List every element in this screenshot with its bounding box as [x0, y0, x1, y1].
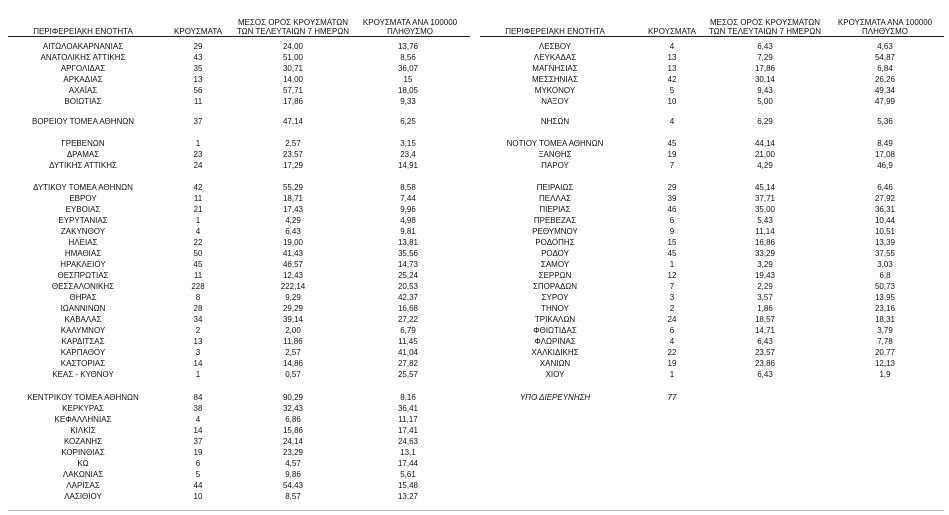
cases-cell: 39	[667, 194, 677, 203]
region-name-cell: ΤΡΙΚΑΛΩΝ	[534, 315, 576, 324]
cases-cell: 43	[193, 53, 203, 62]
per100k-cell: 24,63	[397, 437, 419, 446]
per100k-cell: 9,81	[400, 227, 416, 236]
avg7-cell: 47,14	[282, 117, 304, 126]
per100k-cell: 23,16	[874, 304, 896, 313]
avg7-cell: 16,86	[754, 238, 776, 247]
per100k-cell: 3,79	[877, 326, 893, 335]
avg7-cell: 51,00	[282, 53, 304, 62]
region-name-cell: ΙΩΑΝΝΙΝΩΝ	[60, 304, 106, 313]
region-name-cell: ΔΥΤΙΚΟΥ ΤΟΜΕΑ ΑΘΗΝΩΝ	[33, 183, 133, 192]
cases-cell: 5	[669, 86, 675, 95]
region-name-cell: ΒΟΡΕΙΟΥ ΤΟΜΕΑ ΑΘΗΝΩΝ	[31, 117, 135, 126]
cases-cell: 11	[193, 194, 203, 203]
per100k-cell: 5,36	[877, 117, 893, 126]
region-name-cell: ΞΑΝΘΗΣ	[538, 150, 572, 159]
region-name-cell: ΛΑΚΩΝΙΑΣ	[62, 470, 104, 479]
per100k-cell: 11,17	[398, 415, 418, 424]
avg7-cell: 44,14	[754, 139, 776, 148]
cases-cell: 4	[195, 227, 201, 236]
region-name-cell: ΚΕΦΑΛΛΗΝΙΑΣ	[54, 415, 112, 424]
per100k-cell: 12,13	[874, 359, 896, 368]
cases-cell: 77	[667, 393, 677, 402]
avg7-cell: 17,86	[282, 97, 304, 106]
cases-cell: 13	[667, 53, 677, 62]
avg7-cell: 3,57	[757, 293, 773, 302]
per100k-cell: 17,41	[397, 426, 419, 435]
left-header-avg7	[228, 18, 358, 36]
region-name-cell: ΠΙΕΡΙΑΣ	[539, 205, 571, 214]
per100k-cell: 18,05	[397, 86, 419, 95]
bottom-divider	[8, 510, 944, 511]
avg7-cell: 2,57	[285, 348, 301, 357]
per100k-cell: 9,96	[400, 205, 416, 214]
cases-cell: 45	[667, 139, 677, 148]
cases-cell: 44	[193, 481, 203, 490]
per100k-cell: 4,63	[877, 42, 893, 51]
avg7-cell: 6,43	[757, 370, 773, 379]
cases-cell: 6	[669, 216, 675, 225]
cases-cell: 6	[195, 459, 201, 468]
cases-cell: 34	[193, 315, 203, 324]
cases-cell: 9	[669, 227, 675, 236]
avg7-cell: 14,00	[282, 75, 304, 84]
cases-cell: 42	[193, 183, 203, 192]
per100k-cell: 8,56	[400, 53, 416, 62]
cases-cell: 13	[193, 75, 203, 84]
cases-cell: 3	[669, 293, 675, 302]
right-header-region: ΠΕΡΙΦΕΡΕΙΑΚΗ ΕΝΟΤΗΤΑ	[505, 27, 605, 36]
avg7-cell: 54,43	[282, 481, 304, 490]
per100k-cell: 6,8	[879, 271, 891, 280]
per100k-cell: 25,57	[397, 370, 419, 379]
cases-cell: 1	[669, 370, 675, 379]
cases-cell: 56	[193, 86, 203, 95]
per100k-cell: 8,58	[400, 183, 416, 192]
cases-cell: 4	[669, 117, 675, 126]
per100k-cell: 3,03	[877, 260, 893, 269]
per100k-cell: 8,16	[400, 393, 416, 402]
left-header-avg7-line1: ΜΕΣΟΣ ΟΡΟΣ ΚΡΟΥΣΜΑΤΩΝ	[237, 18, 349, 27]
region-name-cell: ΚΑΛΥΜΝΟΥ	[60, 326, 106, 335]
region-name-cell: ΧΑΛΚΙΔΙΚΗΣ	[531, 348, 579, 357]
avg7-cell: 4,29	[285, 216, 301, 225]
region-name-cell: ΚΑΒΑΛΑΣ	[64, 315, 102, 324]
per100k-cell: 9,33	[400, 97, 416, 106]
cases-cell: 24	[667, 315, 677, 324]
per100k-cell: 15	[403, 75, 413, 84]
region-name-cell: ΦΘΙΩΤΙΔΑΣ	[533, 326, 577, 335]
cases-cell: 38	[193, 404, 203, 413]
per100k-cell: 13,95	[874, 293, 896, 302]
per100k-cell: 23,4	[400, 150, 416, 159]
cases-cell: 45	[667, 249, 677, 258]
avg7-cell: 0,57	[285, 370, 301, 379]
cases-cell: 24	[193, 161, 203, 170]
region-name-cell: ΘΗΡΑΣ	[69, 293, 97, 302]
avg7-cell: 9,29	[285, 293, 301, 302]
per100k-cell: 11,45	[398, 337, 418, 346]
avg7-cell: 30,14	[754, 75, 776, 84]
cases-cell: 2	[195, 326, 201, 335]
region-name-cell: ΚΕΡΚΥΡΑΣ	[62, 404, 104, 413]
per100k-cell: 27,92	[874, 194, 896, 203]
region-name-cell: ΚΑΡΠΑΘΟΥ	[60, 348, 106, 357]
per100k-cell: 1,9	[879, 370, 891, 379]
per100k-cell: 10,51	[874, 227, 896, 236]
per100k-cell: 20,77	[874, 348, 896, 357]
cases-cell: 46	[667, 205, 677, 214]
cases-cell: 29	[667, 183, 677, 192]
region-name-cell: ΘΕΣΠΡΩΤΙΑΣ	[57, 271, 109, 280]
cases-cell: 14	[193, 359, 203, 368]
cases-cell: 3	[195, 348, 201, 357]
region-name-cell: ΕΒΡΟΥ	[69, 194, 97, 203]
region-name-cell: ΣΕΡΡΩΝ	[538, 271, 572, 280]
region-name-cell: ΣΠΟΡΑΔΩΝ	[532, 282, 578, 291]
region-name-cell: ΠΡΕΒΕΖΑΣ	[533, 216, 577, 225]
per100k-cell: 46,9	[877, 161, 893, 170]
per100k-cell: 47,99	[874, 97, 896, 106]
right-header-avg7-line1: ΜΕΣΟΣ ΟΡΟΣ ΚΡΟΥΣΜΑΤΩΝ	[709, 18, 821, 27]
avg7-cell: 57,71	[282, 86, 304, 95]
region-name-cell: ΒΟΙΩΤΙΑΣ	[64, 97, 102, 106]
per100k-cell: 6,25	[400, 117, 416, 126]
cases-cell: 29	[193, 42, 203, 51]
region-name-cell: ΗΜΑΘΙΑΣ	[64, 249, 102, 258]
avg7-cell: 39,14	[282, 315, 304, 324]
avg7-cell: 21,00	[754, 150, 776, 159]
avg7-cell: 6,43	[757, 337, 773, 346]
region-name-cell: ΚΑΣΤΟΡΙΑΣ	[60, 359, 106, 368]
per100k-cell: 7,78	[877, 337, 893, 346]
region-name-cell: ΚΙΛΚΙΣ	[70, 426, 96, 435]
region-name-cell: ΑΙΤΩΛΟΑΚΑΡΝΑΝΙΑΣ	[42, 42, 124, 51]
region-name-cell: ΑΧΑΪΑΣ	[68, 86, 98, 95]
avg7-cell: 90,29	[282, 393, 304, 402]
region-name-cell: ΚΟΡΙΝΘΙΑΣ	[61, 448, 105, 457]
region-name-cell: ΗΡΑΚΛΕΙΟΥ	[60, 260, 106, 269]
per100k-cell: 13,1	[400, 448, 416, 457]
per100k-cell: 17,08	[874, 150, 896, 159]
avg7-cell: 5,00	[757, 97, 773, 106]
left-header-cases: ΚΡΟΥΣΜΑΤΑ	[174, 27, 222, 36]
per100k-cell: 20,53	[397, 282, 419, 291]
avg7-cell: 23,86	[754, 359, 776, 368]
per100k-cell: 4,98	[400, 216, 416, 225]
cases-cell: 4	[669, 42, 675, 51]
cases-cell: 13	[667, 64, 677, 73]
region-name-cell: ΚΕΝΤΡΙΚΟΥ ΤΟΜΕΑ ΑΘΗΝΩΝ	[27, 393, 139, 402]
region-name-cell: ΑΡΚΑΔΙΑΣ	[63, 75, 103, 84]
per100k-cell: 25,24	[397, 271, 419, 280]
per100k-cell: 3,15	[400, 139, 416, 148]
per100k-cell: 36,31	[874, 205, 896, 214]
avg7-cell: 17,86	[754, 64, 776, 73]
per100k-cell: 50,73	[874, 282, 896, 291]
per100k-cell: 13,81	[397, 238, 419, 247]
avg7-cell: 1,86	[757, 304, 773, 313]
region-name-cell: ΜΑΓΝΗΣΙΑΣ	[532, 64, 578, 73]
cases-cell: 6	[669, 326, 675, 335]
avg7-cell: 2,57	[285, 139, 301, 148]
region-name-cell: ΑΡΓΟΛΙΔΑΣ	[60, 64, 106, 73]
cases-cell: 11	[193, 271, 203, 280]
cases-cell: 15	[667, 238, 677, 247]
avg7-cell: 7,29	[757, 53, 773, 62]
region-name-cell: ΑΝΑΤΟΛΙΚΗΣ ΑΤΤΙΚΗΣ	[40, 53, 126, 62]
avg7-cell: 41,43	[282, 249, 304, 258]
avg7-cell: 2,29	[757, 282, 773, 291]
region-name-cell: ΓΡΕΒΕΝΩΝ	[61, 139, 105, 148]
cases-cell: 45	[193, 260, 203, 269]
per100k-cell: 6,46	[877, 183, 893, 192]
cases-cell: 1	[195, 370, 201, 379]
per100k-cell: 36,07	[397, 64, 419, 73]
right-header-underline	[480, 36, 944, 37]
avg7-cell: 9,86	[285, 470, 301, 479]
avg7-cell: 19,00	[282, 238, 304, 247]
per100k-cell: 49,34	[874, 86, 896, 95]
per100k-cell: 7,44	[400, 194, 416, 203]
avg7-cell: 17,29	[282, 161, 304, 170]
avg7-cell: 6,86	[285, 415, 301, 424]
cases-cell: 35	[193, 64, 203, 73]
avg7-cell: 24,00	[282, 42, 304, 51]
avg7-cell: 11,86	[283, 337, 303, 346]
per100k-cell: 13,39	[874, 238, 896, 247]
left-header-underline	[8, 36, 470, 37]
cases-cell: 37	[193, 117, 203, 126]
region-name-cell: ΜΕΣΣΗΝΙΑΣ	[532, 75, 578, 84]
avg7-cell: 24,14	[282, 437, 304, 446]
per100k-cell: 8,49	[877, 139, 893, 148]
avg7-cell: 17,43	[282, 205, 304, 214]
per100k-cell: 41,04	[397, 348, 419, 357]
avg7-cell: 45,14	[754, 183, 776, 192]
avg7-cell: 18,71	[282, 194, 304, 203]
region-name-cell: ΥΠΟ ΔΙΕΡΕΥΝΗΣΗ	[519, 393, 591, 402]
avg7-cell: 23,57	[754, 348, 776, 357]
avg7-cell: 55,29	[282, 183, 304, 192]
per100k-cell: 26,26	[874, 75, 896, 84]
cases-cell: 22	[667, 348, 677, 357]
cases-cell: 7	[669, 282, 675, 291]
avg7-cell: 32,43	[282, 404, 304, 413]
per100k-cell: 10,44	[874, 216, 896, 225]
per100k-cell: 27,22	[397, 315, 419, 324]
left-header-region: ΠΕΡΙΦΕΡΕΙΑΚΗ ΕΝΟΤΗΤΑ	[33, 27, 133, 36]
avg7-cell: 11,14	[755, 227, 775, 236]
avg7-cell: 19,43	[754, 271, 776, 280]
region-name-cell: ΡΕΘΥΜΝΟΥ	[532, 227, 578, 236]
right-header-cases: ΚΡΟΥΣΜΑΤΑ	[648, 27, 696, 36]
avg7-cell: 23,57	[282, 150, 304, 159]
per100k-cell: 5,61	[400, 470, 416, 479]
region-name-cell: ΔΥΤΙΚΗΣ ΑΤΤΙΚΗΣ	[49, 161, 117, 170]
avg7-cell: 12,43	[282, 271, 304, 280]
cases-cell: 37	[193, 437, 203, 446]
avg7-cell: 29,29	[282, 304, 304, 313]
region-name-cell: ΠΑΡΟΥ	[541, 161, 569, 170]
cases-cell: 8	[195, 293, 201, 302]
region-name-cell: ΤΗΝΟΥ	[541, 304, 569, 313]
cases-cell: 14	[193, 426, 203, 435]
cases-cell: 22	[193, 238, 203, 247]
avg7-cell: 4,29	[757, 161, 773, 170]
per100k-cell: 37,55	[874, 249, 896, 258]
region-name-cell: ΚΟΖΑΝΗΣ	[63, 437, 103, 446]
cases-cell: 228	[191, 282, 205, 291]
per100k-cell: 54,87	[874, 53, 896, 62]
region-name-cell: ΣΥΡΟΥ	[541, 293, 569, 302]
per100k-cell: 27,82	[397, 359, 419, 368]
cases-cell: 13	[193, 337, 203, 346]
per100k-cell: 14,73	[397, 260, 419, 269]
cases-cell: 28	[193, 304, 203, 313]
avg7-cell: 8,57	[285, 492, 301, 501]
cases-cell: 11	[193, 97, 203, 106]
region-name-cell: ΧΙΟΥ	[545, 370, 565, 379]
cases-cell: 12	[667, 271, 677, 280]
region-name-cell: ΘΕΣΣΑΛΟΝΙΚΗΣ	[51, 282, 115, 291]
cases-cell: 21	[193, 205, 203, 214]
avg7-cell: 18,57	[754, 315, 776, 324]
region-name-cell: ΝΗΣΩΝ	[540, 117, 570, 126]
region-name-cell: ΖΑΚΥΝΘΟΥ	[60, 227, 106, 236]
cases-cell: 5	[195, 470, 201, 479]
avg7-cell: 35,00	[754, 205, 776, 214]
cases-cell: 2	[669, 304, 675, 313]
avg7-cell: 46,57	[282, 260, 304, 269]
region-name-cell: ΣΑΜΟΥ	[540, 260, 570, 269]
region-name-cell: ΝΑΞΟΥ	[541, 97, 569, 106]
avg7-cell: 5,43	[757, 216, 773, 225]
cases-cell: 23	[193, 150, 203, 159]
per100k-cell: 6,79	[400, 326, 416, 335]
cases-cell: 4	[195, 415, 201, 424]
avg7-cell: 9,43	[757, 86, 773, 95]
avg7-cell: 4,57	[285, 459, 301, 468]
region-name-cell: ΡΟΔΟΥ	[541, 249, 569, 258]
per100k-cell: 36,41	[397, 404, 419, 413]
left-header-per100k-line1: ΚΡΟΥΣΜΑΤΑ ΑΝΑ 100000	[362, 18, 458, 27]
cases-cell: 1	[195, 216, 201, 225]
right-header-avg7-line2: ΤΩΝ ΤΕΛΕΥΤΑΙΩΝ 7 ΗΜΕΡΩΝ	[708, 27, 822, 36]
region-name-cell: ΛΕΥΚΑΔΑΣ	[533, 53, 577, 62]
avg7-cell: 222,14	[280, 282, 306, 291]
avg7-cell: 14,86	[282, 359, 304, 368]
per100k-cell: 18,31	[874, 315, 896, 324]
per100k-cell: 6,84	[877, 64, 893, 73]
region-name-cell: ΠΕΙΡΑΙΩΣ	[536, 183, 574, 192]
per100k-cell: 35,56	[397, 249, 419, 258]
cases-cell: 7	[669, 161, 675, 170]
per100k-cell: 15,48	[397, 481, 419, 490]
cases-cell: 19	[667, 150, 677, 159]
cases-cell: 1	[195, 139, 201, 148]
left-header-per100k	[350, 18, 470, 36]
cases-cell: 19	[667, 359, 677, 368]
right-header-avg7	[700, 18, 830, 36]
per100k-cell: 13,27	[397, 492, 419, 501]
region-name-cell: ΕΥΡΥΤΑΝΙΑΣ	[58, 216, 108, 225]
left-header-avg7-line2: ΤΩΝ ΤΕΛΕΥΤΑΙΩΝ 7 ΗΜΕΡΩΝ	[236, 27, 350, 36]
region-name-cell: ΚΑΡΔΙΤΣΑΣ	[61, 337, 105, 346]
per100k-cell: 42,37	[397, 293, 419, 302]
avg7-cell: 3,29	[757, 260, 773, 269]
per100k-cell: 16,68	[397, 304, 419, 313]
region-name-cell: ΗΛΕΙΑΣ	[68, 238, 98, 247]
region-name-cell: ΕΥΒΟΙΑΣ	[65, 205, 101, 214]
cases-cell: 42	[667, 75, 677, 84]
per100k-cell: 13,76	[397, 42, 419, 51]
cases-cell: 10	[667, 97, 677, 106]
region-name-cell: ΚΕΑΣ - ΚΥΘΝΟΥ	[52, 370, 114, 379]
region-name-cell: ΛΑΡΙΣΑΣ	[66, 481, 100, 490]
avg7-cell: 2,00	[285, 326, 301, 335]
right-header-per100k	[826, 18, 944, 36]
region-name-cell: ΡΟΔΟΠΗΣ	[535, 238, 575, 247]
region-name-cell: ΠΕΛΛΑΣ	[538, 194, 572, 203]
region-name-cell: ΛΕΣΒΟΥ	[538, 42, 572, 51]
cases-cell: 19	[193, 448, 203, 457]
region-name-cell: ΛΑΣΙΘΙΟΥ	[64, 492, 102, 501]
left-header-per100k-line2: ΠΛΗΘΥΣΜΟ	[386, 27, 434, 36]
avg7-cell: 6,43	[285, 227, 301, 236]
avg7-cell: 15,86	[282, 426, 304, 435]
region-name-cell: ΝΟΤΙΟΥ ΤΟΜΕΑ ΑΘΗΝΩΝ	[506, 139, 604, 148]
region-name-cell: ΧΑΝΙΩΝ	[539, 359, 571, 368]
region-name-cell: ΚΩ	[77, 459, 89, 468]
cases-cell: 4	[669, 337, 675, 346]
right-header-per100k-line2: ΠΛΗΘΥΣΜΟ	[861, 27, 909, 36]
cases-cell: 10	[193, 492, 203, 501]
cases-cell: 1	[669, 260, 675, 269]
avg7-cell: 14,71	[754, 326, 776, 335]
per100k-cell: 17,44	[397, 459, 419, 468]
avg7-cell: 6,43	[757, 42, 773, 51]
avg7-cell: 37,71	[754, 194, 776, 203]
per100k-cell: 14,91	[397, 161, 419, 170]
cases-cell: 84	[193, 393, 203, 402]
avg7-cell: 33,29	[754, 249, 776, 258]
avg7-cell: 30,71	[282, 64, 304, 73]
avg7-cell: 6,29	[757, 117, 773, 126]
region-name-cell: ΦΛΩΡΙΝΑΣ	[534, 337, 576, 346]
region-name-cell: ΜΥΚΟΝΟΥ	[534, 86, 576, 95]
cases-cell: 50	[193, 249, 203, 258]
right-header-per100k-line1: ΚΡΟΥΣΜΑΤΑ ΑΝΑ 100000	[837, 18, 933, 27]
region-name-cell: ΔΡΑΜΑΣ	[66, 150, 100, 159]
avg7-cell: 23,29	[282, 448, 304, 457]
